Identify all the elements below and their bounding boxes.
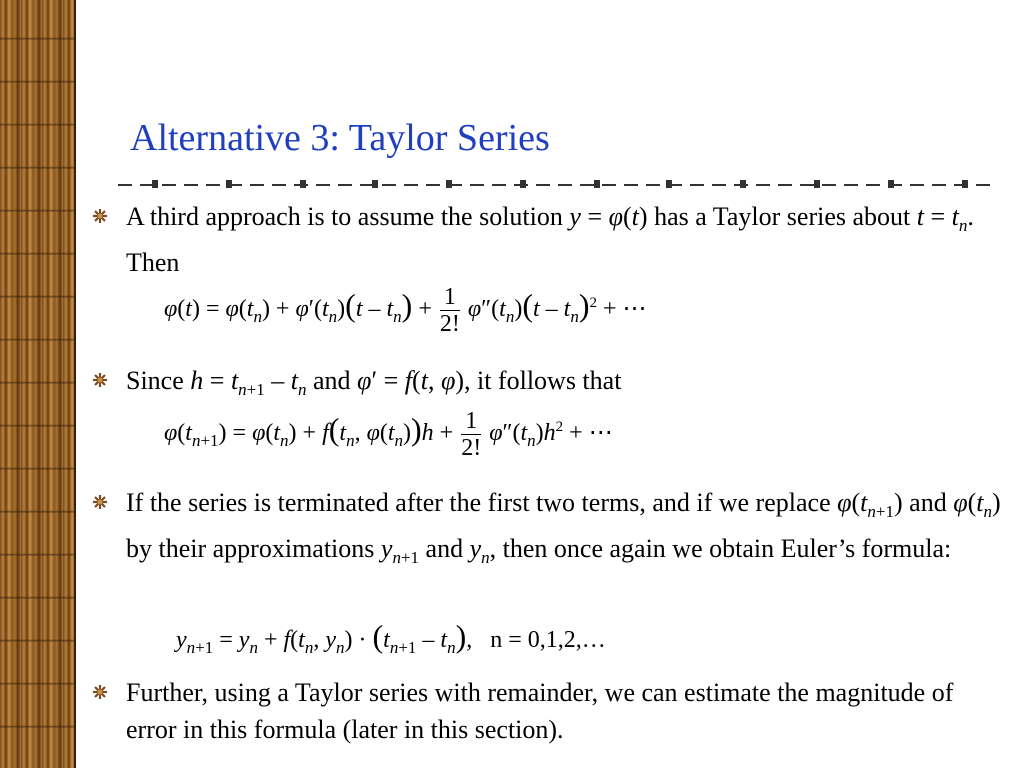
- divider-dot: [962, 180, 968, 188]
- divider-dot: [520, 180, 526, 188]
- asterisk-bullet-icon: [92, 494, 108, 510]
- taylor-series-equation: $\varphi(t) = \varphi(t_n) + \varphi'(t_n)(t - t_n)$ + $\frac{1}{2!}$ $\varphi''(t_n)(t - t_n)^2$ + ⋯: [164, 284, 647, 337]
- asterisk-bullet-icon: [92, 208, 108, 224]
- dashed-divider: [118, 184, 990, 186]
- bullet-text-1: A third approach is to assume the solution y = φ(t) has a Taylor series about $t = t_n$. Then: [126, 202, 981, 278]
- divider-dot: [888, 180, 894, 188]
- divider-dot: [226, 180, 232, 188]
- divider-dot: [300, 180, 306, 188]
- asterisk-bullet-icon: [92, 372, 108, 388]
- euler-formula-equation: $y_{n+1} = y_n + f(t_n$, $y_n) \cdot (t_{n+1} - t_n)$, n = 0,1,2,…: [176, 618, 606, 657]
- taylor-step-equation: $\varphi(t_{n+1}) = \varphi(t_n) + f(t_n$, $\varphi(t_n))h$ + $\frac{1}{2!}$ $\varphi''(t_n)h^2$ + ⋯: [164, 408, 613, 461]
- slide-title: Alternative 3: Taylor Series: [130, 117, 550, 159]
- divider-dot: [594, 180, 600, 188]
- bullet-text-3: If the series is terminated after the first two terms, and if we replace $\varphi(t_{n+1})$ and $\varphi(t_n)$ by their approximations $y_{n+1}$ and $y_n$, then once again we obtain Euler’s formula:: [126, 488, 1001, 568]
- divider-dot: [152, 180, 158, 188]
- bullet-text-2: Since $h = t_{n+1} - t_n$ and φ′ = f(t, φ), it follows that: [126, 366, 622, 400]
- bullet-text-4: Further, using a Taylor series with remainder, we can estimate the magnitude of error in this formula (later in this section).: [126, 678, 954, 744]
- divider-dot: [666, 180, 672, 188]
- divider-dot: [446, 180, 452, 188]
- divider-dot: [814, 180, 820, 188]
- divider-dot: [740, 180, 746, 188]
- asterisk-bullet-icon: [92, 684, 108, 700]
- wood-sidebar: [0, 0, 76, 768]
- divider-dot: [372, 180, 378, 188]
